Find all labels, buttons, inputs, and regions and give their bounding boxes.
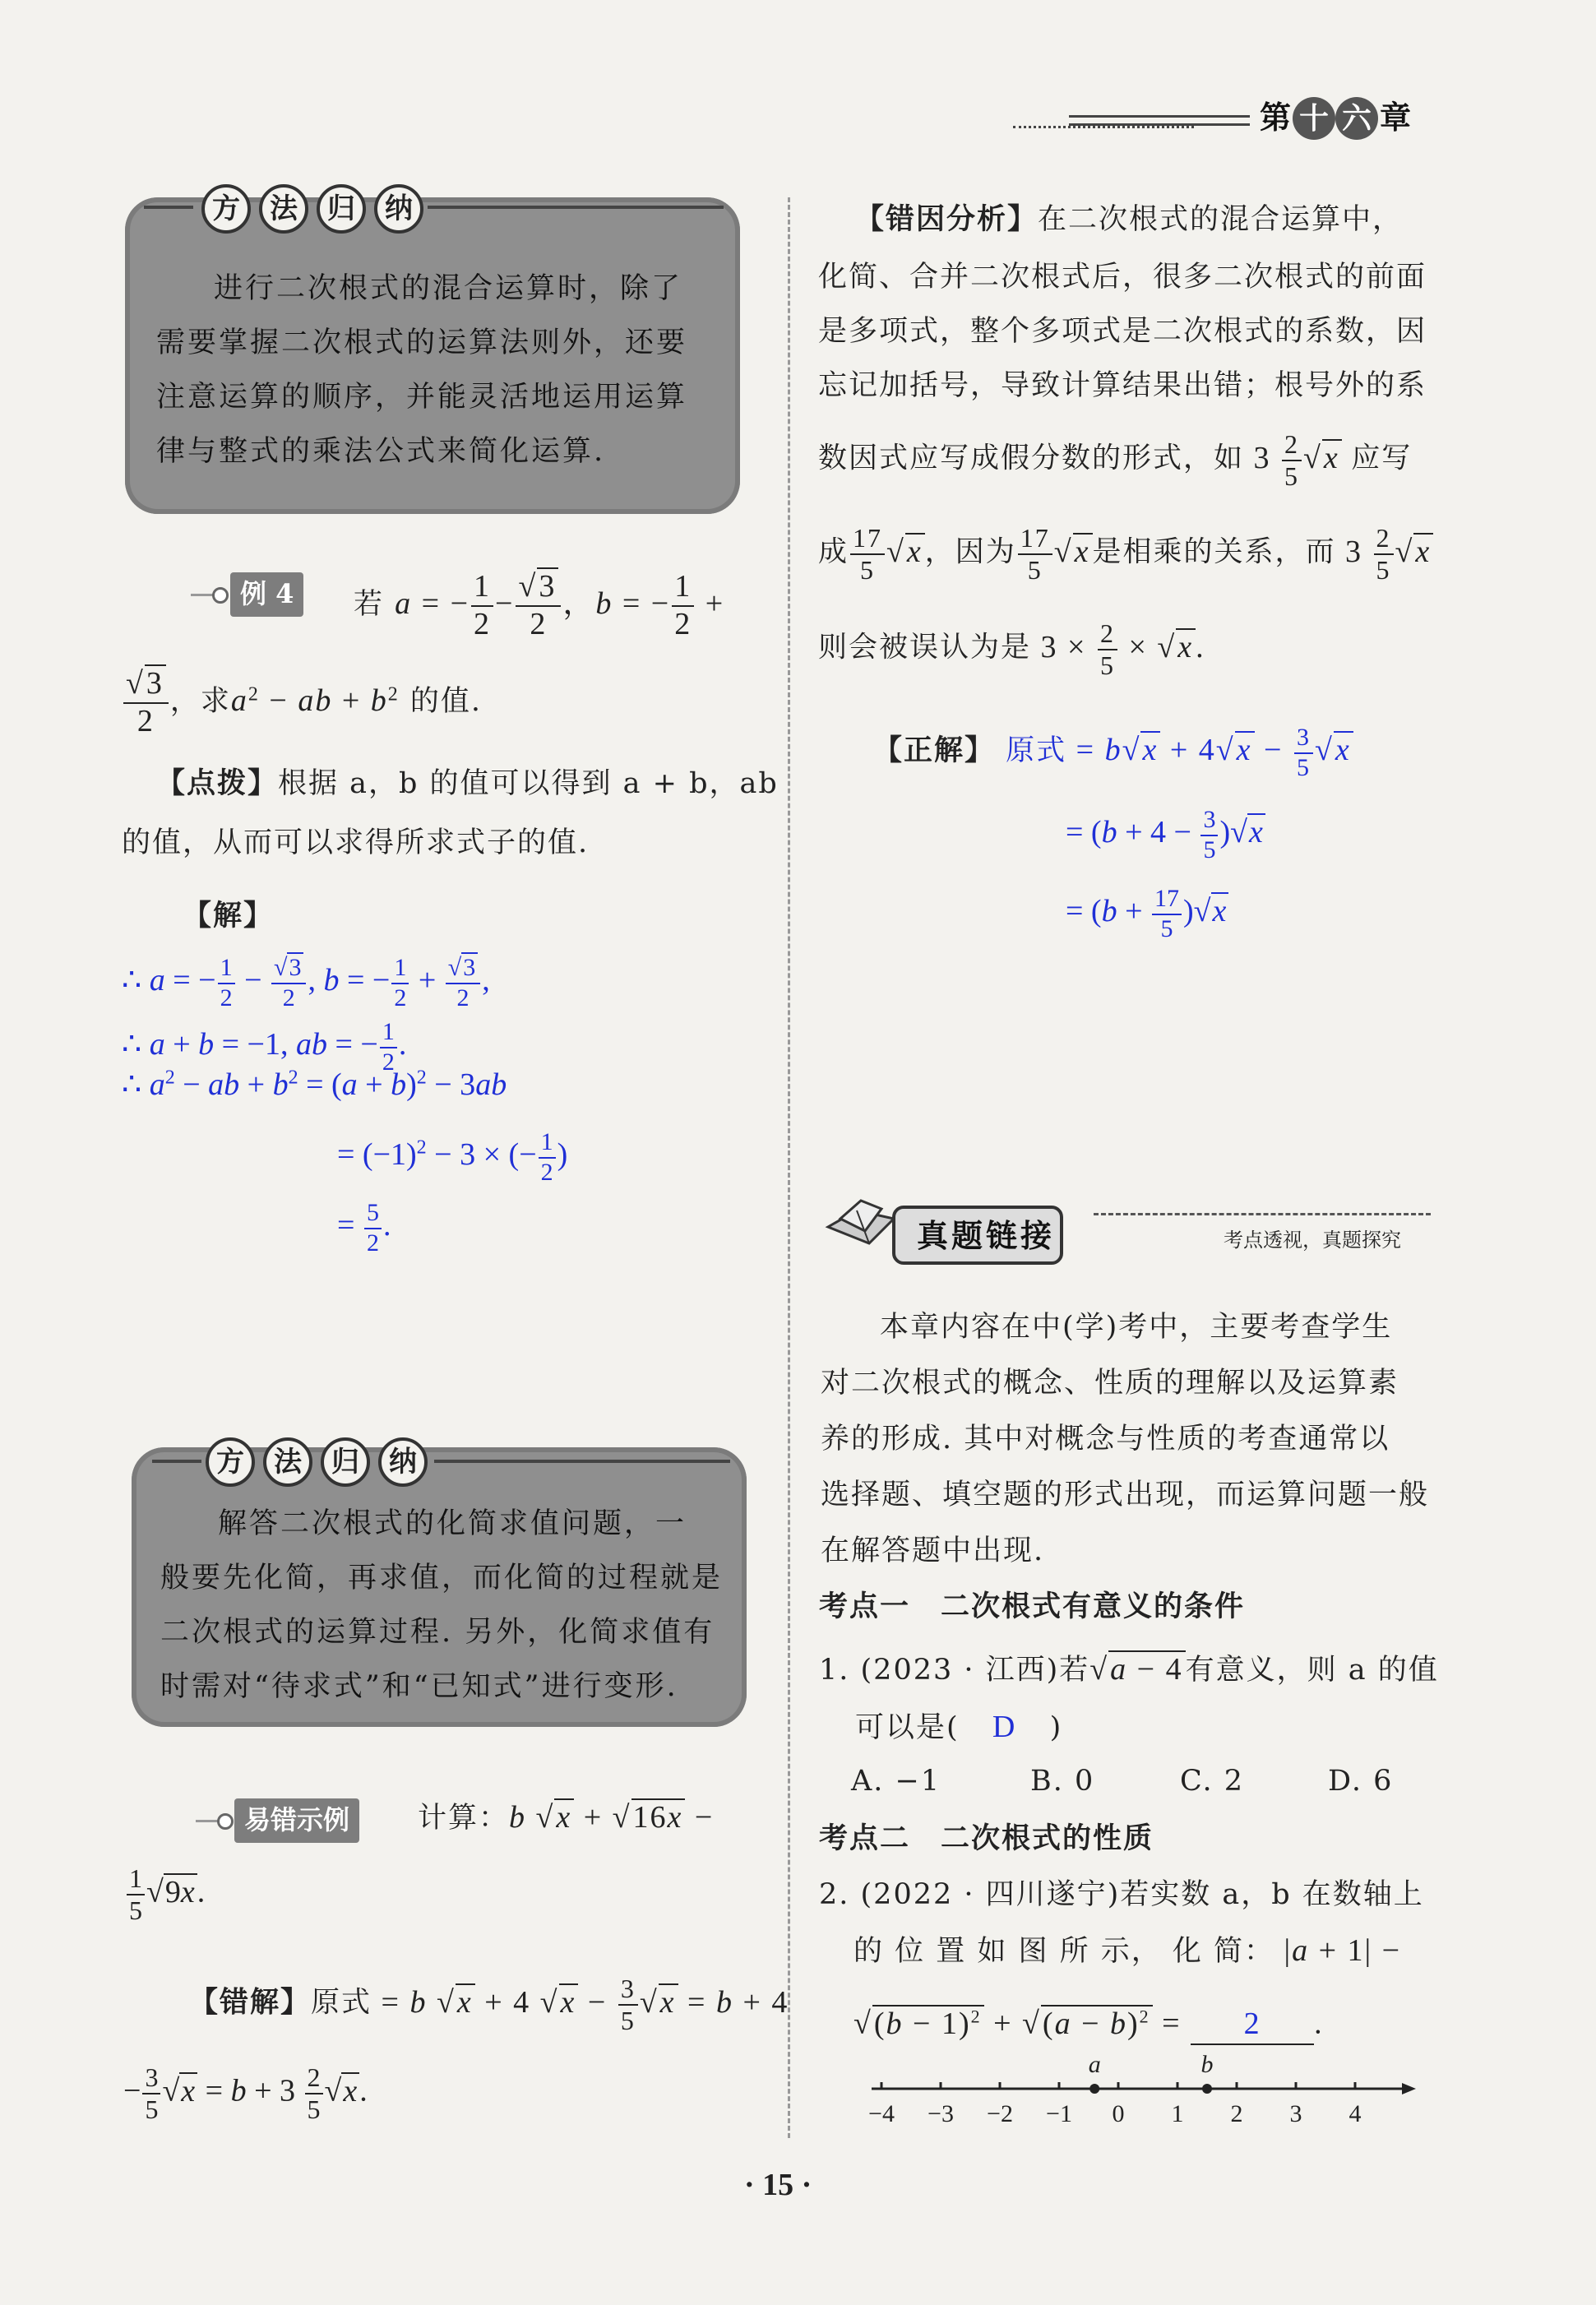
q1-close: ) bbox=[1049, 1711, 1063, 1744]
q1-prefix: 1. (2023 · 江西)若 bbox=[819, 1654, 1090, 1687]
text-line: 对二次根式的概念、性质的理解以及运算素 bbox=[821, 1367, 1399, 1400]
header-dotted-rule bbox=[1013, 126, 1194, 128]
zhenti-header-rule bbox=[1094, 1213, 1431, 1215]
zhenti-subtitle: 考点透视，真题探究 bbox=[1224, 1229, 1401, 1252]
method-title-char: 方 bbox=[201, 184, 251, 234]
axis-tick-label: −1 bbox=[1046, 2100, 1072, 2127]
q-prefix: 计算： bbox=[418, 1802, 510, 1835]
method-title-line-right bbox=[434, 1460, 730, 1463]
hint-paragraph-2 bbox=[122, 814, 589, 872]
kaodian-2: 考点二 二次根式的性质 bbox=[819, 1821, 1154, 1855]
axis-point-b bbox=[1202, 2084, 1212, 2094]
text-line: 需要掌握二次根式的运算法则外，还要 bbox=[156, 326, 688, 359]
text-line: 本章内容在中(学)考中，主要考查学生 bbox=[880, 1311, 1393, 1344]
example-4-question-line-1: 若 a = − $\frac{1}{2}$ − $\frac{√3}{2}$ ，b = − $\frac{1}{2}$ + bbox=[354, 569, 725, 641]
axis-tick-label: 2 bbox=[1230, 2100, 1243, 2127]
header-rule-2 bbox=[1069, 123, 1250, 126]
axis-tick-label: 1 bbox=[1171, 2100, 1184, 2127]
solution-line-2: ∴ a + b = −1, ab = − $\frac{1}{2}$ . bbox=[122, 1018, 407, 1076]
text-line: 数因式应写成假分数的形式，如 bbox=[818, 442, 1245, 475]
text-line: 是相乘的关系，而 bbox=[1092, 535, 1336, 569]
hint-text-2: 的值，从而可以求得所求式子的值. bbox=[122, 826, 590, 859]
q-prefix: 若 bbox=[354, 588, 385, 622]
solution-line-3: ∴ $a^2$ − ab + $b^2 = (a + b)^2 - 3ab$ bbox=[122, 1067, 507, 1102]
hint-text: 根据 a，b 的值可以得到 a + b，ab bbox=[278, 767, 779, 800]
axis-arrow bbox=[1402, 2083, 1416, 2094]
chapter-num-2: 六 bbox=[1335, 97, 1378, 140]
chapter-heading bbox=[1258, 97, 1413, 146]
solution-label bbox=[183, 896, 274, 936]
analysis-label: 【错因分析】 bbox=[855, 202, 1039, 236]
hint-paragraph bbox=[156, 755, 779, 812]
correct-prefix: 原式 bbox=[1006, 734, 1067, 768]
analysis-line-4: 忘记加括号，导致计算结果出错；根号外的系 bbox=[818, 369, 1427, 402]
mistake-tag-dot bbox=[217, 1813, 234, 1830]
method-title-line-left bbox=[144, 206, 193, 209]
method-summary-text-2 bbox=[160, 1497, 728, 1714]
text-line: 在二次根式的混合运算中， bbox=[1038, 203, 1404, 236]
question-2-line-3: $√(b - 1)^2 + √(a - b)^2 = 2$ . bbox=[854, 1997, 1324, 2045]
solution-line-4: = $(-1)^2 - 3$ × (− $\frac{1}{2}$ ) bbox=[337, 1128, 568, 1186]
axis-point-a bbox=[1089, 2084, 1099, 2094]
example-4-question-line-2: $\frac{√3}{2}$ ，求$a^2$ − ab + $b^2$ 的值. bbox=[122, 666, 482, 739]
sol-label: 【解】 bbox=[183, 899, 275, 933]
method-title-char: 归 bbox=[321, 1437, 370, 1487]
method-title-char: 方 bbox=[206, 1437, 255, 1487]
q1-answer: D bbox=[992, 1710, 1017, 1744]
page-number: · 15 · bbox=[744, 2168, 812, 2202]
question-1-line-2 bbox=[855, 1707, 1062, 1747]
text-line: 应写 bbox=[1351, 442, 1413, 475]
axis-point-label: a bbox=[1088, 2051, 1101, 2078]
axis-tick-label: 0 bbox=[1112, 2100, 1125, 2127]
text-line: 注意运算的顺序，并能灵活地运用运算 bbox=[156, 381, 688, 414]
text-line: 律与整式的乘法公式来简化运算. bbox=[156, 435, 606, 468]
option-d: D. 6 bbox=[1328, 1765, 1394, 1798]
analysis-line-7: 则会被误认为是 3 × $\frac{2}{5}$ × √x. bbox=[818, 618, 1205, 680]
wrong-prefix: 原式 bbox=[311, 1986, 372, 2020]
zhenti-intro bbox=[821, 1299, 1429, 1579]
axis-point-label: b bbox=[1200, 2051, 1214, 2078]
chapter-num-1: 十 bbox=[1293, 97, 1335, 140]
text-line: 解答二次根式的化简求值问题，一 bbox=[218, 1507, 687, 1540]
method-title-char: 纳 bbox=[378, 1437, 428, 1487]
method-title-line-left bbox=[152, 1460, 201, 1463]
question-2-line-1: 2. (2022 · 四川遂宁)若实数 a，b 在数轴上 bbox=[819, 1878, 1424, 1911]
text-line: 选择题、填空题的形式出现，而运算问题一般 bbox=[821, 1479, 1430, 1511]
mistake-question-line-1: 计算：b √x + √16x − bbox=[418, 1800, 715, 1835]
q2-answer: 2 bbox=[1191, 2004, 1314, 2045]
number-line bbox=[855, 2048, 1431, 2146]
text-line: 养的形成. 其中对概念与性质的考查通常以 bbox=[821, 1423, 1390, 1456]
correct-solution-line-2: = (b + 4 − $\frac{3}{5}$ )√x bbox=[1066, 806, 1265, 864]
q1-line2: 可以是( bbox=[855, 1711, 960, 1744]
example-4-tag: 例 4 bbox=[230, 572, 303, 617]
option-a: A. −1 bbox=[851, 1765, 941, 1798]
method-title-char: 纳 bbox=[374, 184, 423, 234]
method-title-char: 法 bbox=[259, 184, 308, 234]
method-title-line-right bbox=[428, 206, 724, 209]
axis-tick-label: 4 bbox=[1349, 2100, 1362, 2127]
analysis-line-1 bbox=[855, 191, 1403, 248]
example-tag-dot bbox=[212, 587, 229, 604]
header-rule bbox=[1069, 115, 1250, 118]
mistake-example-tag: 易错示例 bbox=[234, 1798, 359, 1843]
axis-tick-label: 3 bbox=[1289, 2100, 1302, 2127]
axis-tick-label: −2 bbox=[987, 2100, 1013, 2127]
q-cont: ，求 bbox=[169, 685, 231, 719]
text-line: 在解答题中出现. bbox=[821, 1534, 1045, 1567]
question-1-line-1: 1. (2023 · 江西)若√a − 4有意义，则 a 的值 bbox=[819, 1652, 1439, 1687]
question-2-line-2: 的 位 置 如 图 所 示， 化 简： |a + 1| − bbox=[854, 1933, 1402, 1968]
solution-line-5: = $\frac{5}{2}$ . bbox=[337, 1199, 391, 1257]
method-title-char: 归 bbox=[317, 184, 366, 234]
text-line: 般要先化简，再求值，而化简的过程就是 bbox=[160, 1562, 724, 1595]
analysis-line-2: 化简、合并二次根式后，很多二次根式的前面 bbox=[818, 261, 1427, 294]
correct-label: 【正解】 bbox=[873, 734, 996, 768]
chapter-prefix: 第 bbox=[1259, 99, 1291, 136]
axis-tick-label: −3 bbox=[928, 2100, 954, 2127]
zhenti-book-icon bbox=[824, 1194, 898, 1252]
column-divider bbox=[788, 197, 790, 2138]
option-b: B. 0 bbox=[1030, 1765, 1095, 1798]
chapter-suffix: 章 bbox=[1379, 99, 1411, 136]
correct-solution-line-3: = (b + $\frac{17}{5}$ )√x bbox=[1066, 885, 1228, 943]
text-line: 成 bbox=[818, 535, 849, 569]
q2-line2: 的 位 置 如 图 所 示， 化 简： bbox=[854, 1935, 1275, 1968]
wrong-solution-line-1: 【错解】原式 = b √x + 4 √x − $\frac{3}{5}$ √x = b + 4 bbox=[189, 1974, 789, 2035]
text-line: ，因为 bbox=[924, 535, 1016, 569]
q1-mid: 有意义，则 a 的值 bbox=[1185, 1654, 1439, 1687]
wrong-label: 【错解】 bbox=[189, 1985, 312, 2020]
wrong-solution-line-2: − $\frac{3}{5}$ √x = b + 3 $\frac{2}{5}$ √x. bbox=[123, 2062, 368, 2124]
zhenti-title: 真题链接 bbox=[917, 1217, 1056, 1254]
mistake-question-line-2: $\frac{1}{5}$ √9x. bbox=[125, 1863, 205, 1926]
analysis-line-6: 成 $\frac{17}{5}$ √x，因为 $\frac{17}{5}$ √x是相乘的关系，而 3 $\frac{2}{5}$ √x bbox=[818, 523, 1433, 586]
option-c: C. 2 bbox=[1180, 1765, 1245, 1798]
analysis-line-5: 数因式应写成假分数的形式，如 3 $\frac{2}{5}$ √x 应写 bbox=[818, 429, 1413, 491]
text-line: 二次根式的运算过程. 另外，化简求值有 bbox=[160, 1616, 715, 1649]
kaodian-1: 考点一 二次根式有意义的条件 bbox=[819, 1590, 1246, 1623]
hint-label: 【点拨】 bbox=[156, 766, 279, 800]
text-line: 则会被误认为是 bbox=[818, 631, 1032, 664]
solution-line-1: ∴ a = − $\frac{1}{2}$ − $\frac{√3}{2}$ , b = − $\frac{1}{2}$ + $\frac{√3}{2}$ , bbox=[122, 954, 490, 1011]
text-line: 进行二次根式的混合运算时，除了 bbox=[214, 272, 683, 305]
axis-tick-label: −4 bbox=[868, 2100, 895, 2127]
q-tail: 的值. bbox=[409, 685, 483, 719]
method-summary-text-1 bbox=[156, 262, 724, 479]
correct-solution-line-1: 【正解】 原式 = b√x + 4√x − $\frac{3}{5}$ √x bbox=[873, 724, 1353, 782]
method-title-char: 法 bbox=[263, 1437, 312, 1487]
text-line: 时需对“待求式”和“已知式”进行变形. bbox=[160, 1670, 678, 1703]
analysis-line-3: 是多项式，整个多项式是二次根式的系数，因 bbox=[818, 315, 1427, 348]
